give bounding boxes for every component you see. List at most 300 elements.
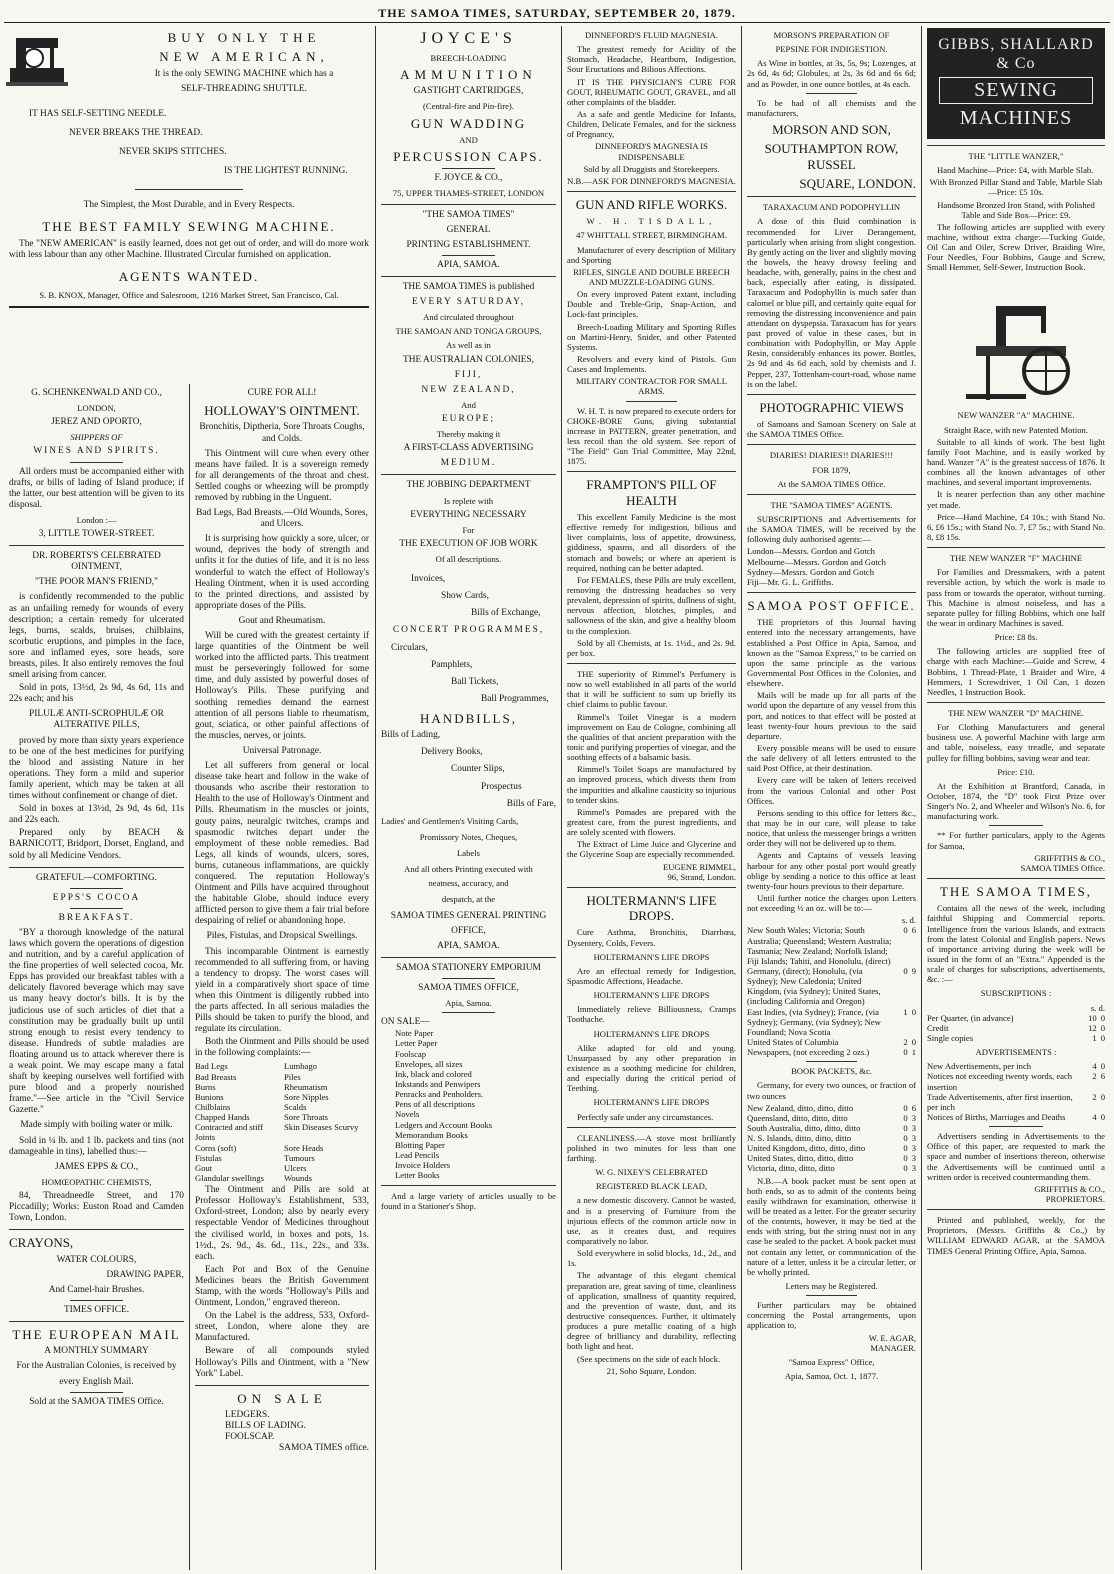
complaint: Fistulas <box>195 1152 222 1163</box>
gun-p7: W. H. T. is now prepared to execute orders for CHOKE-BORE Guns, giving substantial increase in PATTERN, greater penetration, and less recoil than the old system. See report of "The Field" Gun Trial Committee, May 22nd, 1875. <box>567 405 736 467</box>
rate-s: 2 <box>903 1036 908 1047</box>
divider <box>567 191 736 192</box>
morson-address-2: SQUARE, LONDON. <box>799 175 916 191</box>
jobbing-item: Bills of Lading, <box>381 730 441 741</box>
complaint: Piles <box>284 1071 301 1082</box>
divider <box>567 471 736 472</box>
jobbing-all: Of all descriptions. <box>435 554 502 564</box>
joyce-and: AND <box>459 134 478 145</box>
book-rate-row <box>747 1143 916 1153</box>
joyce-breech: BREECH-LOADING <box>430 52 507 63</box>
divider <box>989 1126 1042 1127</box>
book-rate-row <box>747 1113 916 1123</box>
divider <box>135 189 243 190</box>
divider <box>567 1127 736 1128</box>
subs-label: Per Quarter, (in advance) <box>927 1012 1014 1023</box>
pub-line: FIJI, <box>454 369 483 380</box>
crayons-office: TIMES OFFICE. <box>63 1304 130 1315</box>
stationery-item: Penracks and Penholders. <box>395 1089 484 1100</box>
diary-year: FOR 1879, <box>812 464 851 475</box>
frampton-p2: For FEMALES, these Pills are truly excellent, removing the distressing headaches so very prevalent, depression of spirits, dullness of sight, nervous affection, blotches, pimples, and sallowness of the skin, and give a healthy bloom to the complexion. <box>567 574 736 636</box>
complaint: Bunions <box>195 1091 224 1102</box>
schenk-address: 3, LITTLE TOWER-STREET. <box>38 529 155 540</box>
dinneford-title: DINNEFORD'S FLUID MAGNESIA. <box>584 30 719 40</box>
clean-p4: The advantage of this elegant chemical preparation are, great saving of time, cleanliness of application, smallness of quantity required, and the prevention of waste, dust, and its destructive consequences. Further, it ultimately produces a pure metallic coating of a high degree of brilliancy and durability, reflecting both light and heat. <box>567 1270 736 1352</box>
post-rate-row <box>747 1007 916 1037</box>
book-p3: Letters may be Registered. <box>785 1281 878 1292</box>
morson-title: MORSON'S PREPARATION OF <box>773 30 890 40</box>
logo-line-2: SEWING <box>939 77 1093 105</box>
divider <box>70 1300 123 1301</box>
holloway-cure: CURE FOR ALL! <box>247 388 317 398</box>
times-p1: Contains all the news of the week, including faithful Shipping and Commercial reports. Intelligence from the various Islands, and extracts from the latest Colonial and English papers. News of importance arriving during the week will be issued in the form of an "Extra." Appended is the scale of charges for subscriptions, advertisements, &c. :— <box>927 903 1105 985</box>
gun-p4: Breech-Loading Military and Sporting Rifles on Martini-Henry, Snider, and other Patented Systems. <box>567 321 736 352</box>
stationery-footer: And a large variety of articles usually to be found in a Stationer's Shop. <box>381 1191 556 1212</box>
complaint: Lumbago <box>284 1061 317 1072</box>
american-body: The "NEW AMERICAN" is easily learned, does not get out of order, and will do more work with less labour than any other Machine. Illustrated Circular furnished on application. <box>9 238 369 260</box>
clean-p3: Sold everywhere in solid blocks, 1d., 2d., and 1s. <box>567 1248 736 1269</box>
epps-company: JAMES EPPS & CO., <box>54 1161 139 1172</box>
pub-line: MEDIUM. <box>440 458 497 469</box>
rate-dest: South Australia, ditto, ditto, ditto <box>747 1122 861 1133</box>
holt-p4: Alike adapted for old and young. Unsurpassed by any other preparation in existence as a soothing medicine for children, and especially during the critical period of Teething. <box>567 1042 736 1094</box>
rate-d: 3 <box>911 1112 916 1123</box>
stationery-item: Foolscap <box>395 1048 427 1059</box>
mail-title: THE EUROPEAN MAIL <box>12 1326 181 1342</box>
jobbing-concert: CONCERT PROGRAMMES, <box>392 625 545 636</box>
jobbing-title: THE JOBBING DEPARTMENT <box>406 480 531 491</box>
gpe-printing: PRINTING ESTABLISHMENT. <box>406 239 531 250</box>
adv-row <box>927 1061 1105 1071</box>
divider <box>989 825 1042 826</box>
adv-title: ADVERTISEMENTS : <box>975 1047 1057 1058</box>
complaint: Burns <box>195 1081 216 1092</box>
stationery-item: Inkstands and Penwipers <box>395 1078 481 1089</box>
wanzer-f-p1: For Families and Dressmakers, with a patent reversible action, by which the work is made to pass from or towards the operator, without turning. This Machine is almost noiseless, and has a separate pulley for filling Bobbins, which one half the wear in ordinary Machines is saved. <box>927 567 1105 629</box>
wanzer-a-p2: Suitable to all kinds of work. The best light family Foot Machine, and is easily worked by hand. Wanzer "A" is the greatest success of 1876. It combines all the known advantages of other machines, and several important improvements. <box>927 436 1105 488</box>
american-knox: S. B. KNOX, Manager, Office and Salesroom, 1216 Market Street, San Francisco, Cal. <box>39 290 339 301</box>
pub-line: THE AUSTRALIAN COLONIES, <box>403 354 534 365</box>
wanzer-f-title: THE NEW WANZER "F" MACHINE <box>949 553 1083 564</box>
rimmel-p4: Rimmel's Pomades are prepared with the greatest care, from the purest ingredients, and are solely scented with flowers. <box>567 806 736 838</box>
american-heading-2: NEW AMERICAN, <box>159 49 329 65</box>
rate-s: 1 <box>903 1006 908 1017</box>
divider <box>9 867 184 868</box>
jobbing-item: Promissory Notes, Cheques, <box>419 831 518 842</box>
wanzer-p1: Hand Machine—Price: £4, with Marble Slab. <box>937 165 1094 176</box>
jobbing-for: For <box>462 524 475 535</box>
complaint: Tumours <box>284 1152 315 1163</box>
joyce-fire: (Central-fire and Pin-fire). <box>423 101 514 112</box>
book-name: W. E. AGAR, <box>868 1332 916 1343</box>
clean-p1: CLEANLINESS.—A stove most brilliantly polished in two minutes for less than one farthing. <box>567 1132 736 1164</box>
mail-line-3: every English Mail. <box>59 1376 134 1387</box>
pub-line: Thereby making it <box>436 429 501 440</box>
morson-p1: As Wine in bottles, at 3s, 5s, 9s; Lozenges, at 2s 6d, 4s 6d; Globules, at 2s, 3s 6d and 6s 6d; and as Powder, in one ounce bottles, at 4s each. <box>747 58 916 89</box>
american-heading-1: BUY ONLY THE <box>167 30 321 45</box>
rate-dest: New Zealand, ditto, ditto, ditto <box>747 1102 854 1113</box>
holloway-bad-legs: Bad Legs, Bad Breasts.—Old Wounds, Sores, and Ulcers. <box>196 508 368 530</box>
rate-s: 0 <box>903 1133 908 1144</box>
rate-dest: Germany, (direct); Honolulu, (via Sydney); New Caledonia; United Kingdom, (via Sydney); United States, (including California and Oregon) <box>747 965 881 1007</box>
tarax-title: TARAXACUM AND PODOPHYLLIN <box>762 202 901 213</box>
post-p5: Persons sending to this office for letters &c., that may be in our care, will please to take notice, that unless the messenger brings a written order they will not be delivered up to them. <box>747 807 916 849</box>
dinneford-p3: As a safe and gentle Medicine for Infants, Children, Delicate Females, and for the sickness of Pregnancy, <box>567 108 736 140</box>
jobbing-item: And all others Printing executed with <box>404 864 533 875</box>
epps-body: "BY a thorough knowledge of the natural laws which govern the operations of digestion and nutrition, and by a careful application of the fine properties of well selected cocoa, Mr. Epps has provided our breakfast tables with a delicately flavored beverage which may save us many heavy doctor's bills. It is by the judicious use of such articles of diet that a constitution may be gradually built up until strong enough to resist every tendency to disease. Hundreds of subtle maladies are floating around us to attack wherever there is a weak point. We may escape many a fatal shaft by keeping ourselves well fortified with pure blood and a properly nourished frame."—See article in the "Civil Service Gazette." <box>9 927 184 1116</box>
rate-d: 3 <box>911 1163 916 1174</box>
complaint: Scalds <box>284 1102 307 1113</box>
adv-row <box>927 1112 1105 1122</box>
column-5 <box>921 26 1110 1570</box>
holt-p3: Immediately relieve Billiousness, Cramps Toothache. <box>567 1004 736 1025</box>
subs-s: 1 <box>1092 1032 1097 1043</box>
complaint: Ulcers <box>284 1162 307 1173</box>
divider <box>442 1012 495 1013</box>
post-sd-header: s. d. <box>901 915 916 926</box>
book-date: Apia, Samoa, Oct. 1, 1877. <box>784 1371 879 1382</box>
stationery-item: Invoice Holders <box>395 1160 451 1171</box>
rate-s: 0 <box>903 1153 908 1164</box>
frampton-title: FRAMPTON'S PILL OF HEALTH <box>586 477 717 508</box>
jobbing-replete: Is replete with <box>443 495 494 506</box>
times-title: THE SAMOA TIMES, <box>939 883 1093 899</box>
wanzer-p3: Handsome Bronzed Iron Stand, with Polished Table and Side Box—Price: £9. <box>937 199 1095 220</box>
rate-s: 0 <box>903 1112 908 1123</box>
jobbing-item: Labels <box>457 847 480 858</box>
schenk-title: G. SCHENKENWALD AND CO., <box>31 388 162 398</box>
clean-p5: (See specimens on the side of each block. <box>577 1353 721 1364</box>
frampton-p3: Sold by all Chemists, at 1s. 1½d., and 2s. 9d. per box. <box>567 637 736 658</box>
epps-made: Made simply with boiling water or milk. <box>20 1120 173 1131</box>
crayons-title: CRAYONS, <box>9 1235 74 1251</box>
joyce-title: JOYCE'S <box>420 30 517 47</box>
divider <box>927 145 1105 146</box>
roberts-body: is confidently recommended to the public as an unfailing remedy for wounds of every description; a certain remedy for ulcerated legs, burns, scalds, bruises, chilblains, scorbutic eruptions, and pimples in the face, sore and inflamed eyes, sore heads, sore breasts, piles. It also entirely removes the foul smell arising from cancer. <box>9 592 184 681</box>
mail-line-1: A MONTHLY SUMMARY <box>44 1346 149 1357</box>
subs-d: 0 <box>1100 1012 1105 1023</box>
holt-p5: Perfectly safe under any circumstances. <box>577 1111 714 1122</box>
american-best: THE BEST FAMILY SEWING MACHINE. <box>42 219 336 235</box>
wanzer-d-price: Price: £10. <box>997 766 1035 777</box>
wanzer-a-title: NEW WANZER "A" MACHINE. <box>957 410 1075 421</box>
gpe-general: GENERAL <box>446 224 491 235</box>
rate-dest: Victoria, ditto, ditto, ditto <box>747 1163 835 1174</box>
holt-heading: HOLTERMANN'S LIFE DROPS <box>593 1097 710 1108</box>
american-line-2: SELF-THREADING SHUTTLE. <box>180 83 308 94</box>
rate-s: 0 <box>903 925 908 936</box>
column-3 <box>561 26 741 1570</box>
wanzer-a-p4: Price—Hand Machine, £4 10s.; with Stand No. 6, £6 15s.; with Stand No. 7, £7 5s.; with Stand No. 8, £8 15s. <box>927 511 1105 543</box>
agent-item: Melbourne—Messrs. Gordon and Gotch <box>747 556 886 567</box>
american-line-1: It is the only SEWING MACHINE which has a <box>154 68 334 79</box>
divider <box>381 474 556 475</box>
american-feature-4: IS THE LIGHTEST RUNNING. <box>224 166 348 177</box>
schenk-london-2: London :— <box>76 514 117 525</box>
holloway-piles: Piles, Fistulas, and Dropsical Swellings. <box>206 931 358 942</box>
divider <box>927 1209 1105 1210</box>
jobbing-item: Ball Tickets, <box>451 676 499 687</box>
jobbing-execution: THE EXECUTION OF JOB WORK <box>399 538 538 549</box>
divider <box>747 444 916 445</box>
schenk-shippers: SHIPPERS OF <box>70 432 123 443</box>
post-p2: Mails will be made up for all parts of the world upon the departure of any vessel from this port, and notices to that effect will be posted at least twenty-four hours previous to the said departure. <box>747 690 916 741</box>
holloway-gout: Gout and Rheumatism. <box>238 615 326 626</box>
post-rate-row <box>747 1037 916 1047</box>
jobbing-item: Bills of Exchange, <box>471 608 541 619</box>
divider <box>442 255 495 256</box>
subs-row <box>927 1013 1105 1023</box>
jobbing-item: Pamphlets, <box>431 659 473 670</box>
pub-line: EUROPE; <box>441 414 496 425</box>
mail-line-2: For the Australian Colonies, is received by <box>16 1361 177 1372</box>
imprint: Printed and published, weekly, for the Proprietors, (Messrs. Griffiths & Co.,) by WILLIAM EDWARD AGAR, at the SAMOA TIMES General Printing Office, Apia, Samoa. <box>927 1215 1105 1256</box>
epps-chemists: HOMŒOPATHIC CHEMISTS, <box>41 1176 152 1187</box>
rate-d: 3 <box>911 1153 916 1164</box>
logo-line-1: GIBBS, SHALLARD & Co <box>938 36 1094 72</box>
logo-line-3: MACHINES <box>959 107 1073 130</box>
photo-p1: of Samoans and Samoan Scenery on Sale at the SAMOA TIMES Office. <box>747 419 916 440</box>
divider <box>927 547 1105 548</box>
book-manager: MANAGER. <box>870 1342 916 1353</box>
dinneford-p5: Sold by all Druggists and Storekeepers. <box>583 163 720 174</box>
rate-d: 6 <box>911 1102 916 1113</box>
column-2 <box>375 26 561 1570</box>
stationery-item: Letter Paper <box>395 1038 438 1049</box>
rimmel-p3: Rimmel's Toilet Soaps are manufactured by an improved process, which divests them from the impurities and alkaline causticity so injurious to tender skins. <box>567 764 736 805</box>
agent-item: Sydney—Messrs. Gordon and Gotch <box>747 566 874 577</box>
adv-row <box>927 1071 1105 1091</box>
joyce-cartridges: GASTIGHT CARTRIDGES, <box>413 86 524 97</box>
divider <box>626 401 677 402</box>
holloway-subtitle: Bronchitis, Diptheria, Sore Throats Coughs, and Colds. <box>199 422 365 444</box>
jobbing-item: Delivery Books, <box>421 747 483 758</box>
epps-title: EPPS'S COCOA <box>52 892 141 903</box>
joyce-address: 75, UPPER THAMES-STREET, LONDON <box>392 188 545 199</box>
holt-heading: HOLTERMANN'S LIFE DROPS <box>593 1028 710 1039</box>
pilulae-title: PILULÆ ANTI-SCROPHULÆ OR ALTERATIVE PILLS, <box>29 709 164 731</box>
subs-row <box>927 1023 1105 1033</box>
stationery-item: Novels <box>395 1109 420 1120</box>
divider <box>381 276 556 277</box>
diary-at: At the SAMOA TIMES Office. <box>777 478 886 489</box>
rate-dest: Queensland, ditto, ditto, ditto <box>747 1112 848 1123</box>
rate-s: 0 <box>903 965 908 976</box>
divider <box>747 394 916 395</box>
rate-s: 0 <box>903 1102 908 1113</box>
stationery-item: Blotting Paper <box>395 1139 445 1150</box>
agents-p1: SUBSCRIPTIONS and Advertisements for the SAMOA TIMES, will be received by the following duly authorised agents:— <box>747 514 916 545</box>
divider <box>381 957 556 958</box>
frampton-p1: This excellent Family Medicine is the most effective remedy for indigestion, bilious and liver complaints, loss of appetite, drowsiness, giddiness, spasms, and all disorders of the stomach and bowels; or where an aperient is required, nothing can be better adapted. <box>567 512 736 573</box>
pub-line: As well as in <box>446 340 491 351</box>
subs-d: 0 <box>1100 1032 1105 1043</box>
schenk-wines: WINES AND SPIRITS. <box>33 446 160 457</box>
book-title: BOOK PACKETS, &c. <box>791 1066 872 1077</box>
joyce-company: F. JOYCE & CO., <box>434 173 503 184</box>
gun-name: W. H. TISDALL, <box>586 216 717 227</box>
jobbing-item: Ladies' and Gentlemen's Visiting Cards, <box>381 815 519 826</box>
clean-title-2: REGISTERED BLACK LEAD, <box>596 1181 707 1192</box>
adv-s: 2 <box>1092 1091 1097 1102</box>
american-feature-1: IT HAS SELF-SETTING NEEDLE. <box>29 108 167 119</box>
column-1-left <box>4 384 189 1570</box>
holloway-title: HOLLOWAY'S OINTMENT. <box>204 403 360 419</box>
masthead-rule <box>4 22 1110 23</box>
post-p1: THE proprietors of this Journal having entered into the necessary arrangements, have established a Post Office in Apia, Samoa, and known as the "Samoa Express," to be carried on upon the same principle as the various Governmental Post Offices in the Colonies, and elsewhere. <box>747 617 916 689</box>
onsale-item: BILLS OF LADING. <box>225 1421 306 1432</box>
complaint: Bad Legs <box>195 1061 228 1072</box>
agent-item: Fiji—Mr. G. L. Griffiths. <box>747 576 834 587</box>
crayons-line-2: DRAWING PAPER, <box>106 1269 184 1280</box>
rate-s: 0 <box>903 1122 908 1133</box>
rimmel-address: 96, Strand, London. <box>667 871 736 882</box>
complaint: Sore Nipples <box>284 1091 329 1102</box>
masthead: THE SAMOA TIMES, SATURDAY, SEPTEMBER 20, 1879. <box>378 6 736 20</box>
sewing-machine-illustration <box>6 28 68 90</box>
tarax-p1: A dose of this fluid combination is recommended for Liver Derangement, particularly when arising from slight congestion. By gently acting on the liver and slightly moving the bowels, the heavy drowsy feeling and headache, with, generally, pains in the chest and back, especially after eating, is dissipated. Taraxacum and Podophyllin is much safer than calomel or blue pill, and certainly quite equal for removing the distressing inconvenience and pain attendant on dyspepsia. Taraxacum has for years past proved of value in these cases, but in combination with Podophyllin, or May Apple Resin, considerably enhances its power. Bottles, 2s 9d and 4s 6d each, sold by chemists and J. Pepper, 237, Tottenham-court-road, whose name is on the label. <box>747 216 916 389</box>
gun-p5: Revolvers and every kind of Pistols. Gun Cases and Implements. <box>567 353 736 375</box>
stationery-onsale: ON SALE— <box>381 1017 430 1028</box>
holt-p1: Cure Asthma, Bronchitis, Diarrhœa, Dysentery, Colds, Fevers. <box>567 927 736 948</box>
onsale-item: FOOLSCAP. <box>225 1432 275 1443</box>
gibbs-shallard-logo <box>927 28 1105 139</box>
divider <box>927 702 1105 703</box>
rate-dest: United States of Columbia <box>747 1036 839 1047</box>
dinneford-p6: N.B.—ASK FOR DINNEFORD'S MAGNESIA. <box>567 175 736 186</box>
holloway-complaints-table <box>195 1061 369 1183</box>
wanzer-d-title: THE NEW WANZER "D" MACHINE. <box>948 708 1084 718</box>
rate-s: 0 <box>903 1047 908 1058</box>
stationery-item: Lead Pencils <box>395 1149 440 1160</box>
book-p4: Further particulars may be obtained concerning the Postal arrangements, upon application to, <box>747 1300 916 1331</box>
divider <box>9 306 369 308</box>
divider <box>747 196 916 197</box>
wanzer-f-p2: The following articles are supplied free of charge with each Machine:—Guide and Screw, 4 Bobbins, 1 Thread-Plate, 1 Braider and Wire, 4 Hemmers, 1 Screwdriver, 1 Oil Can, 1 dozen Needles, 1 Instruction Book. <box>927 646 1105 697</box>
post-p4: Every care will be taken of letters received from the various Colonial and other Post Offices. <box>747 775 916 806</box>
post-rate-row <box>747 925 916 966</box>
column-1-right <box>189 384 374 1570</box>
agents-title: THE "SAMOA TIMES" AGENTS. <box>770 499 893 510</box>
adv-d: 0 <box>1100 1091 1105 1102</box>
divider <box>567 663 736 664</box>
pub-line: And circulated throughout <box>423 312 514 323</box>
divider <box>9 1321 184 1322</box>
jobbing-item: despatch, at the <box>441 894 496 905</box>
gpe-title: "THE SAMOA TIMES" <box>422 209 515 220</box>
holt-title: HOLTERMANN'S LIFE DROPS. <box>586 892 717 924</box>
gun-p1: Manufacturer of every description of Military and Sporting <box>567 244 736 265</box>
adv-sign: GRIFFITHS & CO., <box>1034 1183 1105 1194</box>
adv-props: PROPRIETORS. <box>1045 1193 1105 1204</box>
post-p3: Every possible means will be used to ensure the safe delivery of all letters entrusted to the said Post Office, at their destination. <box>747 743 916 774</box>
book-rate-row <box>747 1133 916 1143</box>
stationery-item: Ink, black and colored <box>395 1068 472 1079</box>
rate-d: 3 <box>911 1143 916 1154</box>
american-simplest: The Simplest, the Most Durable, and in Every Respects. <box>83 200 295 211</box>
complaint: Rheumatism <box>284 1081 328 1092</box>
gun-p3: On every improved Patent extant, including Double and Treble-Grip, Snap-Action, and Lock-fast principles. <box>567 289 736 320</box>
jobbing-office-3: APIA, SAMOA. <box>437 940 500 951</box>
dinneford-p4: DINNEFORD'S MAGNESIA IS INDISPENSABLE <box>595 141 708 162</box>
stationery-item: Note Paper <box>395 1028 434 1039</box>
complaint: Wounds <box>284 1173 312 1184</box>
rate-d: 0 <box>911 1036 916 1047</box>
adv-d: 0 <box>1100 1111 1105 1122</box>
rimmel-name: EUGENE RIMMEL, <box>662 861 736 872</box>
wanzer-further: ** For further particulars, apply to the Agents for Samoa, <box>927 830 1105 851</box>
column-4 <box>741 26 921 1570</box>
rate-d: 9 <box>911 965 916 976</box>
rate-d: 1 <box>911 1047 916 1058</box>
adv-label: New Advertisements, per inch <box>927 1061 1032 1072</box>
divider <box>381 1185 556 1186</box>
complaint: Gout <box>195 1162 213 1173</box>
rate-dest: United Kingdom, ditto, ditto, ditto <box>747 1143 866 1154</box>
gun-title: GUN AND RIFLE WORKS. <box>575 196 728 212</box>
pilulae-sold: Sold in boxes at 13½d, 2s 9d, 4s 6d, 11s and 22s each. <box>9 804 184 826</box>
pub-line: THE SAMOAN AND TONGA GROUPS, <box>395 326 542 337</box>
holt-p2: Are an effectual remedy for Indigestion, Spasmodic Affections, Headache. <box>567 965 736 987</box>
post-rate-row <box>747 966 916 1007</box>
wanzer-a-p3: It is nearer perfection than any other machine yet made. <box>927 489 1105 510</box>
jobbing-office-2: OFFICE, <box>451 925 486 936</box>
divider <box>747 592 916 593</box>
divider <box>442 978 495 979</box>
holloway-p4: Let all sufferers from general or local disease take heart and follow in the wake of thousands who ascribe their restoration to Health to the use of Holloway's Ointment and Pills. Rheumatism in the muscles or joints, gouty pains, neuralgic twitches, cramps and spasmodic twitches depart under the employment of these noble remedies. Bad Legs, all kinds of wounds, ulcers, sores, burns, cutaneous inflammations, are quickly conquered. The reputation Holloway's Ointment and Pills have acquired throughout the habitable Globe, should induce every afflicted person to give them a fair trial before despairing of relief or abandoning hope. <box>195 761 369 927</box>
adv-label: Notices of Births, Marriages and Deaths <box>927 1111 1066 1122</box>
epps-sold: Sold in ¼ lb. and 1 lb. packets and tins (not damageable in tins), labelled thus:— <box>9 1135 184 1157</box>
complaint: Contracted and stiff Joints <box>195 1122 264 1143</box>
divider <box>442 168 495 169</box>
rate-d: 3 <box>911 1122 916 1133</box>
mail-line-4: Sold at the SAMOA TIMES Office. <box>29 1396 164 1407</box>
joyce-wadding: GUN WADDING <box>410 115 527 131</box>
stationery-title: SAMOA STATIONERY EMPORIUM <box>396 962 541 973</box>
holloway-p8: On the Label is the address, 533, Oxford-street, London, where alone they are Manufactured. <box>195 1311 369 1344</box>
stationery-item: Envelopes, all sizes <box>395 1058 463 1069</box>
jobbing-item: Show Cards, <box>441 591 489 602</box>
holloway-both: Both the Ointment and Pills should be used in the following complaints:— <box>195 1037 369 1059</box>
holloway-universal: Universal Patronage. <box>242 745 322 756</box>
holloway-p9: Beware of all compounds styled Holloway's Pills and Ointment, with a "New York" Label. <box>195 1346 369 1379</box>
jobbing-office-1: SAMOA TIMES GENERAL PRINTING <box>390 910 547 921</box>
complaint: Sore Throats <box>284 1112 328 1123</box>
rate-s: 0 <box>903 1143 908 1154</box>
stationery-item: Memorandum Books <box>395 1129 468 1140</box>
complaint: Sore Heads <box>284 1142 324 1153</box>
book-rate-row <box>747 1153 916 1163</box>
jobbing-item: Prospectus <box>481 781 522 792</box>
complaint: Chapped Hands <box>195 1112 250 1123</box>
joyce-caps: PERCUSSION CAPS. <box>393 149 544 165</box>
rate-dest: N. S. Islands, ditto, ditto, ditto <box>747 1133 852 1144</box>
pub-line: And <box>461 399 476 410</box>
rate-d: 0 <box>911 1006 916 1017</box>
onsale-office: SAMOA TIMES office. <box>278 1443 369 1454</box>
joyce-ammo: AMMUNITION <box>400 67 537 83</box>
american-agents: AGENTS WANTED. <box>118 268 260 284</box>
post-p6: Agents and Captains of vessels leaving harbour for any other postal port would greatly oblige by sending a notice to this office at least twenty-four hours previous to their departure. <box>747 850 916 891</box>
divider <box>381 204 556 205</box>
rate-dest: Newspapers, (not exceeding 2 ozs.) <box>747 1047 870 1058</box>
american-feature-2: NEVER BREAKS THE THREAD. <box>69 127 203 138</box>
roberts-sold: Sold in pots, 13½d, 2s 9d, 4s 6d, 11s and 22s each; and his <box>9 683 184 705</box>
holloway-p1: This Ointment will cure when every other means have failed. It is a sovereign remedy for all derangements of the throat and chest. Settled coughs or wheezing will be promptly removed by rubbing in the Unguent. <box>195 448 369 503</box>
wanzer-p2: With Bronzed Pillar Stand and Table, Marble Slab—Price: £5 10s. <box>929 177 1103 198</box>
epps-grateful: GRATEFUL—COMFORTING. <box>35 872 158 883</box>
rimmel-p1: THE superiority of Rimmel's Perfumery is now so well established in all parts of the world that it will be sufficient to sum up briefly its chief claims to public favour. <box>567 669 736 710</box>
